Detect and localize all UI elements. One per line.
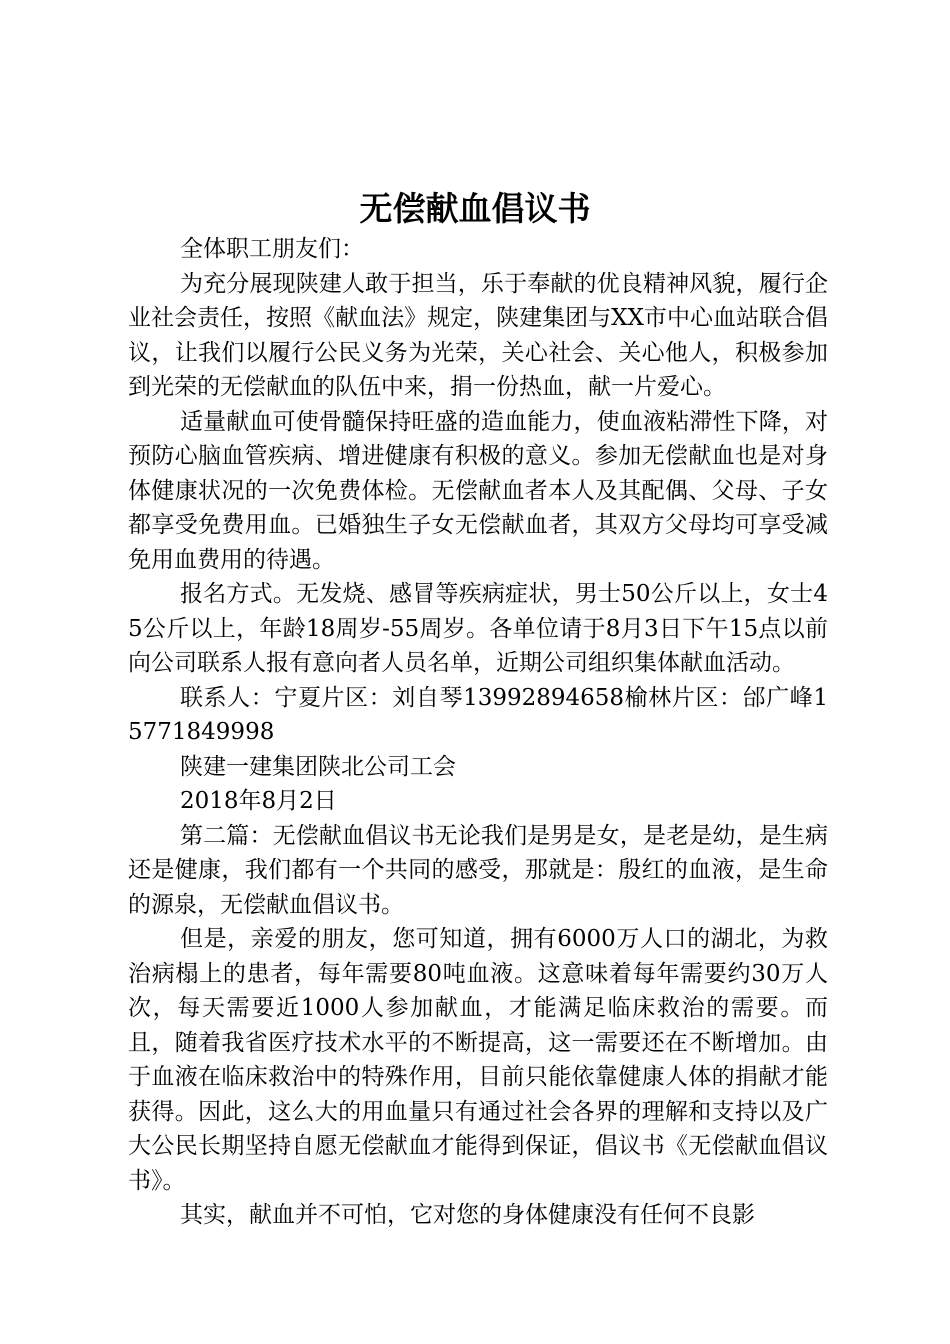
salutation: 全体职工朋友们：: [180, 236, 364, 262]
document-body: [128, 232, 828, 1233]
signature-organization: 陕建一建集团陕北公司工会: [180, 753, 456, 780]
paragraph: 适量献血可使骨髓保持旺盛的造血能力，使血液粘滞性下降，对预防心脑血管疾病、增进健康有积极的意义。参加无偿献血也是对身体健康状况的一次免费体检。无偿献血者本人及其配偶、父母、子女都享受免费用血。已婚独生子女无偿献血者，其双方父母均可享受减免用血费用的待遇。: [128, 408, 828, 573]
paragraph: 报名方式。无发烧、感冒等疾病症状，男士50公斤以上，女士45公斤以上，年龄18周岁-55周岁。各单位请于8月3日下午15点以前向公司联系人报有意向者人员名单，近期公司组织集体献血活动。: [128, 581, 828, 676]
document-title: 无偿献血倡议书: [359, 189, 591, 228]
paragraph: 但是，亲爱的朋友，您可知道，拥有6000万人口的湖北，为救治病榻上的患者，每年需要80吨血液。这意味着每年需要约30万人次，每天需要近1000人参加献血，才能满足临床救治的需要。而且，随着我省医疗技术水平的不断提高，这一需要还在不断增加。由于血液在临床救治中的特殊作用，目前只能依靠健康人体的捐献才能获得。因此，这么大的用血量只有通过社会各界的理解和支持以及广大公民长期坚持自愿无偿献血才能得到保证，倡议书《无偿献血倡议书》。: [128, 926, 828, 1194]
paragraph: 其实，献血并不可怕，它对您的身体健康没有任何不良影: [180, 1202, 755, 1228]
signature-date: 2018年8月2日: [180, 788, 337, 814]
contact-paragraph: 联系人：宁夏片区：刘自琴13992894658榆林片区：邰广峰15771849998: [128, 684, 828, 745]
paragraph: 第二篇：无偿献血倡议书无论我们是男是女，是老是幼，是生病还是健康，我们都有一个共同的感受，那就是：殷红的血液，是生命的源泉，无偿献血倡议书。: [128, 822, 828, 918]
paragraph: 为充分展现陕建人敢于担当，乐于奉献的优良精神风貌，履行企业社会责任，按照《献血法》规定，陕建集团与XX市中心血站联合倡议，让我们以履行公民义务为光荣，关心社会、关心他人，积极参加到光荣的无偿献血的队伍中来，捐一份热血，献一片爱心。: [128, 270, 828, 400]
